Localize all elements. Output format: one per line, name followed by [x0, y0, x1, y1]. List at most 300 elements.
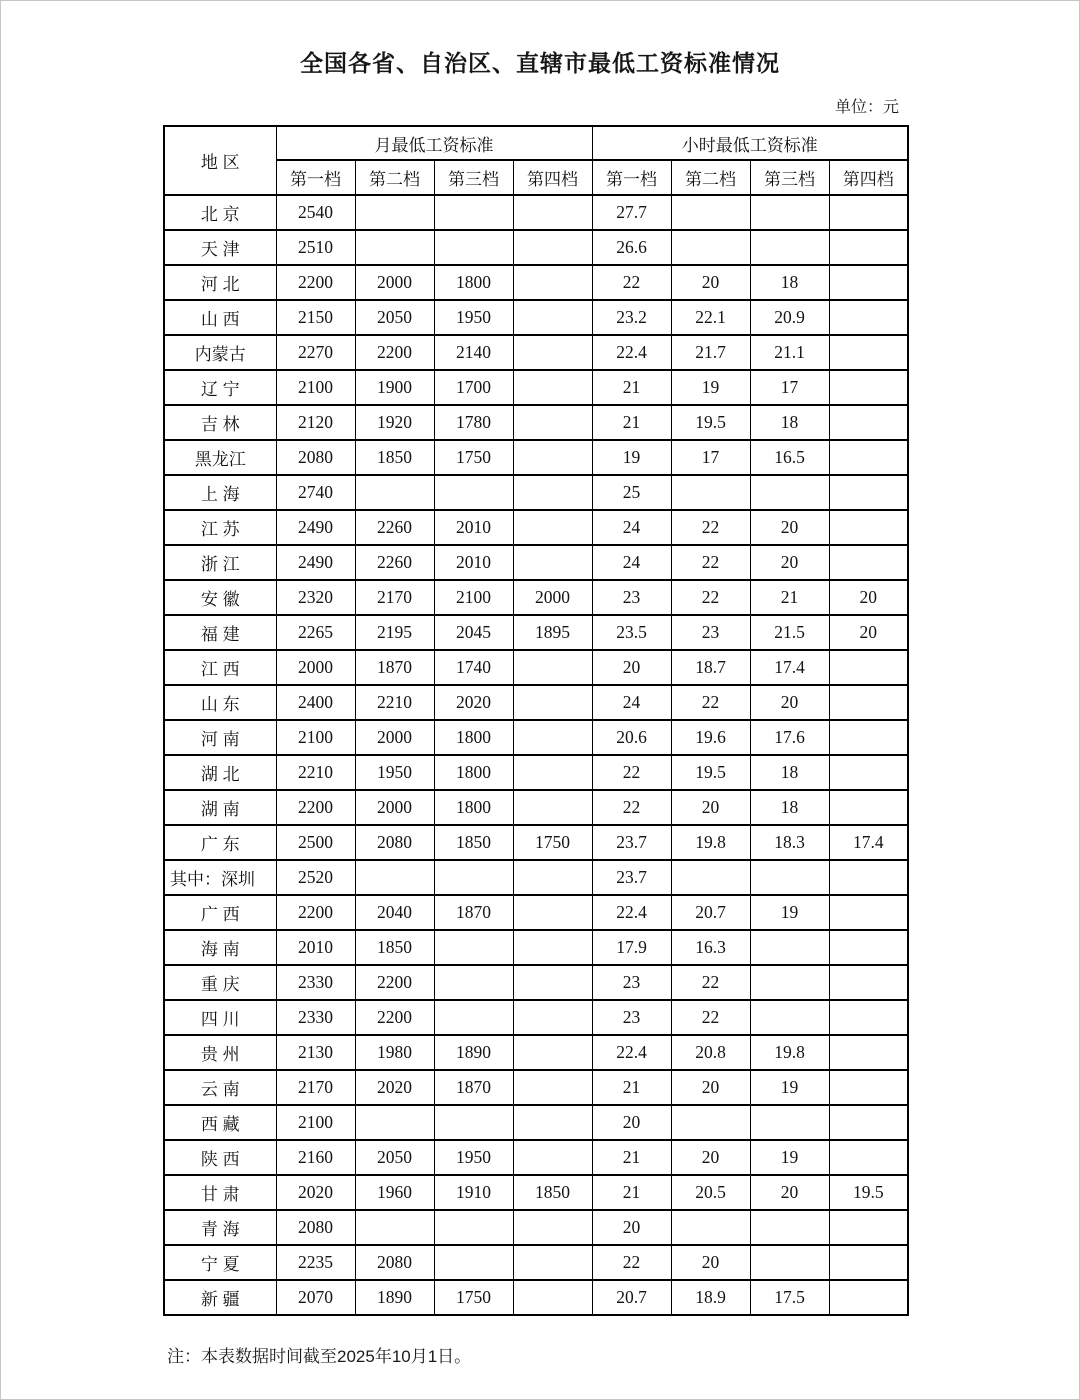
monthly-tier-2-cell: [355, 475, 434, 510]
hourly-tier-3-cell: [750, 965, 829, 1000]
hourly-tier-3-cell: [750, 860, 829, 895]
hourly-tier-3-cell: [750, 475, 829, 510]
hourly-tier-2-cell: 21.7: [671, 335, 750, 370]
table-row: [164, 510, 908, 545]
monthly-tier-4-cell: [513, 1210, 592, 1245]
tier-header-row: [164, 160, 908, 195]
hourly-tier-3-cell: 18: [750, 265, 829, 300]
region-cell: 海 南: [164, 930, 276, 965]
monthly-tier-2-header: 第二档: [355, 160, 434, 195]
region-cell: 湖 南: [164, 790, 276, 825]
hourly-tier-4-cell: [829, 1000, 908, 1035]
hourly-tier-2-cell: [671, 195, 750, 230]
hourly-tier-1-cell: 20: [592, 650, 671, 685]
table-section: [163, 94, 909, 1367]
table-row: [164, 825, 908, 860]
monthly-tier-1-cell: 2020: [276, 1175, 355, 1210]
monthly-tier-1-header: 第一档: [276, 160, 355, 195]
page-title: 全国各省、自治区、直辖市最低工资标准情况: [300, 50, 780, 76]
monthly-tier-1-cell: 2235: [276, 1245, 355, 1280]
monthly-tier-3-cell: 1800: [434, 265, 513, 300]
hourly-tier-4-cell: [829, 1105, 908, 1140]
hourly-tier-1-header: 第一档: [592, 160, 671, 195]
table-row: [164, 860, 908, 895]
monthly-tier-3-cell: 1800: [434, 720, 513, 755]
monthly-tier-3-cell: [434, 965, 513, 1000]
monthly-tier-3-cell: [434, 1245, 513, 1280]
region-cell: 四 川: [164, 1000, 276, 1035]
monthly-tier-3-cell: 1950: [434, 1140, 513, 1175]
hourly-tier-1-cell: 22.4: [592, 335, 671, 370]
hourly-tier-2-cell: 22: [671, 580, 750, 615]
monthly-tier-2-cell: 2000: [355, 265, 434, 300]
hourly-tier-3-cell: [750, 195, 829, 230]
monthly-tier-4-cell: [513, 510, 592, 545]
region-cell: 湖 北: [164, 755, 276, 790]
hourly-tier-4-cell: [829, 300, 908, 335]
hourly-tier-1-cell: 22: [592, 755, 671, 790]
hourly-tier-2-cell: 20.8: [671, 1035, 750, 1070]
monthly-tier-2-cell: 1920: [355, 405, 434, 440]
hourly-tier-3-cell: 20: [750, 1175, 829, 1210]
hourly-tier-4-cell: 17.4: [829, 825, 908, 860]
monthly-tier-4-cell: [513, 965, 592, 1000]
monthly-tier-4-cell: [513, 195, 592, 230]
monthly-tier-4-cell: [513, 1000, 592, 1035]
hourly-tier-1-cell: 23: [592, 1000, 671, 1035]
hourly-tier-2-cell: 18.7: [671, 650, 750, 685]
monthly-tier-2-cell: 2020: [355, 1070, 434, 1105]
monthly-tier-3-cell: 1750: [434, 440, 513, 475]
monthly-tier-1-cell: 2120: [276, 405, 355, 440]
hourly-tier-1-cell: 24: [592, 685, 671, 720]
hourly-tier-3-cell: [750, 230, 829, 265]
monthly-tier-2-cell: 1870: [355, 650, 434, 685]
monthly-tier-4-cell: 1850: [513, 1175, 592, 1210]
table-row: [164, 1070, 908, 1105]
hourly-tier-4-cell: [829, 720, 908, 755]
monthly-tier-4-cell: [513, 1035, 592, 1070]
monthly-tier-1-cell: 2080: [276, 1210, 355, 1245]
hourly-tier-3-cell: 21.5: [750, 615, 829, 650]
monthly-tier-3-cell: [434, 230, 513, 265]
monthly-tier-4-cell: [513, 650, 592, 685]
monthly-tier-1-cell: 2330: [276, 1000, 355, 1035]
monthly-tier-4-cell: [513, 930, 592, 965]
hourly-tier-4-cell: [829, 790, 908, 825]
hourly-tier-2-cell: [671, 230, 750, 265]
monthly-tier-1-cell: 2100: [276, 1105, 355, 1140]
monthly-tier-3-cell: [434, 1210, 513, 1245]
monthly-tier-4-cell: [513, 440, 592, 475]
table-row: [164, 1000, 908, 1035]
hourly-tier-3-header: 第三档: [750, 160, 829, 195]
region-cell: 北 京: [164, 195, 276, 230]
monthly-tier-1-cell: 2210: [276, 755, 355, 790]
monthly-tier-1-cell: 2200: [276, 265, 355, 300]
hourly-tier-2-cell: 20.7: [671, 895, 750, 930]
table-row: [164, 1175, 908, 1210]
hourly-tier-1-cell: 21: [592, 1140, 671, 1175]
table-row: [164, 790, 908, 825]
hourly-tier-4-cell: [829, 230, 908, 265]
hourly-tier-1-cell: 24: [592, 545, 671, 580]
hourly-tier-1-cell: 21: [592, 1070, 671, 1105]
monthly-tier-2-cell: 2050: [355, 1140, 434, 1175]
monthly-tier-2-cell: 2000: [355, 790, 434, 825]
region-cell: 吉 林: [164, 405, 276, 440]
table-row: [164, 755, 908, 790]
hourly-tier-4-cell: [829, 335, 908, 370]
footnote: 注：本表数据时间截至2025年10月1日。: [167, 1347, 472, 1366]
monthly-tier-4-cell: [513, 405, 592, 440]
region-cell: 江 西: [164, 650, 276, 685]
monthly-tier-1-cell: 2510: [276, 230, 355, 265]
hourly-tier-3-cell: [750, 1210, 829, 1245]
monthly-tier-1-cell: 2500: [276, 825, 355, 860]
monthly-tier-2-cell: 2195: [355, 615, 434, 650]
region-cell: 贵 州: [164, 1035, 276, 1070]
monthly-tier-2-cell: 1850: [355, 930, 434, 965]
hourly-tier-1-cell: 23: [592, 580, 671, 615]
monthly-tier-4-cell: [513, 720, 592, 755]
hourly-tier-4-cell: 19.5: [829, 1175, 908, 1210]
table-row: [164, 1210, 908, 1245]
hourly-tier-3-cell: 20.9: [750, 300, 829, 335]
monthly-tier-1-cell: 2330: [276, 965, 355, 1000]
hourly-tier-1-cell: 22.4: [592, 1035, 671, 1070]
hourly-tier-4-cell: [829, 1035, 908, 1070]
monthly-tier-1-cell: 2490: [276, 510, 355, 545]
table-header: [164, 126, 908, 195]
table-row: [164, 195, 908, 230]
monthly-tier-4-cell: [513, 1070, 592, 1105]
monthly-tier-3-cell: 1910: [434, 1175, 513, 1210]
hourly-tier-2-cell: 22: [671, 510, 750, 545]
region-cell: 浙 江: [164, 545, 276, 580]
hourly-tier-3-cell: 21: [750, 580, 829, 615]
region-cell: 山 东: [164, 685, 276, 720]
hourly-tier-1-cell: 21: [592, 370, 671, 405]
monthly-tier-2-cell: 2040: [355, 895, 434, 930]
hourly-tier-3-cell: 18: [750, 405, 829, 440]
hourly-tier-4-cell: [829, 440, 908, 475]
region-cell: 江 苏: [164, 510, 276, 545]
table-row: [164, 230, 908, 265]
table-row: [164, 1105, 908, 1140]
monthly-tier-2-cell: [355, 1105, 434, 1140]
hourly-tier-3-cell: 18: [750, 790, 829, 825]
hourly-tier-1-cell: 24: [592, 510, 671, 545]
region-cell: 广 东: [164, 825, 276, 860]
region-cell: 其中：深圳: [164, 860, 276, 895]
monthly-tier-3-cell: [434, 195, 513, 230]
hourly-tier-3-cell: 21.1: [750, 335, 829, 370]
hourly-tier-3-cell: [750, 1105, 829, 1140]
region-cell: 宁 夏: [164, 1245, 276, 1280]
monthly-tier-1-cell: 2270: [276, 335, 355, 370]
hourly-tier-2-cell: 22: [671, 1000, 750, 1035]
monthly-tier-2-cell: 2260: [355, 545, 434, 580]
monthly-tier-1-cell: 2010: [276, 930, 355, 965]
monthly-tier-1-cell: 2740: [276, 475, 355, 510]
monthly-tier-2-cell: 2170: [355, 580, 434, 615]
region-cell: 山 西: [164, 300, 276, 335]
hourly-tier-3-cell: 17.4: [750, 650, 829, 685]
monthly-tier-3-cell: 1780: [434, 405, 513, 440]
hourly-tier-2-cell: [671, 860, 750, 895]
monthly-tier-4-cell: [513, 1280, 592, 1315]
table-row: [164, 580, 908, 615]
monthly-tier-2-cell: 2260: [355, 510, 434, 545]
monthly-tier-1-cell: 2400: [276, 685, 355, 720]
hourly-tier-4-cell: [829, 545, 908, 580]
hourly-tier-1-cell: 20.7: [592, 1280, 671, 1315]
hourly-tier-1-cell: 23.7: [592, 860, 671, 895]
hourly-tier-2-cell: 17: [671, 440, 750, 475]
monthly-tier-4-header: 第四档: [513, 160, 592, 195]
hourly-tier-4-cell: [829, 930, 908, 965]
monthly-tier-1-cell: 2170: [276, 1070, 355, 1105]
monthly-group-header: 月最低工资标准: [276, 126, 592, 160]
hourly-tier-4-cell: 20: [829, 615, 908, 650]
hourly-tier-4-cell: [829, 1210, 908, 1245]
table-row: [164, 1035, 908, 1070]
monthly-tier-1-cell: 2130: [276, 1035, 355, 1070]
monthly-tier-2-cell: [355, 1210, 434, 1245]
hourly-tier-1-cell: 23: [592, 965, 671, 1000]
region-cell: 广 西: [164, 895, 276, 930]
unit-label: 单位：元: [834, 99, 899, 116]
table-row: [164, 720, 908, 755]
region-cell: 西 藏: [164, 1105, 276, 1140]
monthly-tier-4-cell: [513, 265, 592, 300]
monthly-tier-3-cell: 1740: [434, 650, 513, 685]
region-column-header: 地 区: [164, 126, 276, 195]
hourly-tier-2-cell: 22: [671, 965, 750, 1000]
table-row: [164, 300, 908, 335]
region-cell: 河 北: [164, 265, 276, 300]
region-cell: 辽 宁: [164, 370, 276, 405]
hourly-tier-2-cell: 20: [671, 265, 750, 300]
monthly-tier-2-cell: 1980: [355, 1035, 434, 1070]
monthly-tier-3-cell: [434, 860, 513, 895]
monthly-tier-1-cell: 2100: [276, 720, 355, 755]
group-header-row: [164, 126, 908, 160]
hourly-tier-4-cell: [829, 650, 908, 685]
hourly-tier-3-cell: 19: [750, 1070, 829, 1105]
hourly-tier-4-cell: [829, 965, 908, 1000]
hourly-tier-3-cell: 20: [750, 685, 829, 720]
monthly-tier-3-cell: 2010: [434, 545, 513, 580]
monthly-tier-3-cell: 1870: [434, 1070, 513, 1105]
hourly-tier-3-cell: 19.8: [750, 1035, 829, 1070]
hourly-tier-1-cell: 20: [592, 1210, 671, 1245]
hourly-tier-2-cell: 19: [671, 370, 750, 405]
monthly-tier-2-cell: 1850: [355, 440, 434, 475]
monthly-tier-3-cell: [434, 475, 513, 510]
monthly-tier-4-cell: [513, 230, 592, 265]
region-cell: 新 疆: [164, 1280, 276, 1315]
hourly-tier-2-cell: [671, 1105, 750, 1140]
table-row: [164, 650, 908, 685]
monthly-tier-3-cell: [434, 1105, 513, 1140]
table-row: [164, 895, 908, 930]
hourly-tier-3-cell: 20: [750, 545, 829, 580]
region-cell: 内蒙古: [164, 335, 276, 370]
monthly-tier-3-cell: 1870: [434, 895, 513, 930]
hourly-group-header: 小时最低工资标准: [592, 126, 908, 160]
hourly-tier-3-cell: 17: [750, 370, 829, 405]
minimum-wage-table: [163, 125, 909, 1316]
monthly-tier-1-cell: 2320: [276, 580, 355, 615]
hourly-tier-4-cell: [829, 1280, 908, 1315]
monthly-tier-2-cell: 2080: [355, 1245, 434, 1280]
table-row: [164, 615, 908, 650]
hourly-tier-2-cell: 23: [671, 615, 750, 650]
monthly-tier-2-cell: 2200: [355, 1000, 434, 1035]
hourly-tier-3-cell: 17.6: [750, 720, 829, 755]
hourly-tier-1-cell: 20: [592, 1105, 671, 1140]
hourly-tier-1-cell: 22: [592, 1245, 671, 1280]
monthly-tier-1-cell: 2160: [276, 1140, 355, 1175]
monthly-tier-3-cell: 1850: [434, 825, 513, 860]
hourly-tier-3-cell: [750, 930, 829, 965]
table-body: [164, 195, 908, 1315]
monthly-tier-2-cell: [355, 860, 434, 895]
monthly-tier-1-cell: 2200: [276, 895, 355, 930]
hourly-tier-3-cell: 16.5: [750, 440, 829, 475]
monthly-tier-2-cell: 2000: [355, 720, 434, 755]
monthly-tier-2-cell: 1960: [355, 1175, 434, 1210]
monthly-tier-4-cell: [513, 370, 592, 405]
region-cell: 安 徽: [164, 580, 276, 615]
table-row: [164, 545, 908, 580]
hourly-tier-2-cell: 19.5: [671, 405, 750, 440]
monthly-tier-2-cell: 1890: [355, 1280, 434, 1315]
hourly-tier-4-cell: [829, 405, 908, 440]
region-cell: 福 建: [164, 615, 276, 650]
monthly-tier-4-cell: 1895: [513, 615, 592, 650]
monthly-tier-2-cell: [355, 230, 434, 265]
monthly-tier-4-cell: [513, 755, 592, 790]
hourly-tier-1-cell: 25: [592, 475, 671, 510]
hourly-tier-3-cell: 18.3: [750, 825, 829, 860]
table-row: [164, 265, 908, 300]
monthly-tier-4-cell: [513, 335, 592, 370]
hourly-tier-4-cell: [829, 370, 908, 405]
monthly-tier-2-cell: 2200: [355, 335, 434, 370]
monthly-tier-1-cell: 2490: [276, 545, 355, 580]
monthly-tier-1-cell: 2000: [276, 650, 355, 685]
monthly-tier-4-cell: [513, 1105, 592, 1140]
hourly-tier-2-cell: 20: [671, 1070, 750, 1105]
hourly-tier-4-cell: [829, 510, 908, 545]
hourly-tier-2-cell: 22: [671, 545, 750, 580]
hourly-tier-4-cell: [829, 475, 908, 510]
table-row: [164, 1245, 908, 1280]
hourly-tier-4-cell: [829, 755, 908, 790]
hourly-tier-1-cell: 23.5: [592, 615, 671, 650]
monthly-tier-4-cell: [513, 790, 592, 825]
hourly-tier-1-cell: 20.6: [592, 720, 671, 755]
monthly-tier-3-cell: [434, 1000, 513, 1035]
monthly-tier-4-cell: [513, 685, 592, 720]
hourly-tier-2-cell: 20.5: [671, 1175, 750, 1210]
hourly-tier-2-cell: [671, 1210, 750, 1245]
hourly-tier-2-cell: 20: [671, 1245, 750, 1280]
hourly-tier-4-cell: [829, 1140, 908, 1175]
monthly-tier-3-cell: 1890: [434, 1035, 513, 1070]
monthly-tier-1-cell: 2265: [276, 615, 355, 650]
table-row: [164, 1280, 908, 1315]
hourly-tier-3-cell: 20: [750, 510, 829, 545]
monthly-tier-1-cell: 2520: [276, 860, 355, 895]
hourly-tier-4-header: 第四档: [829, 160, 908, 195]
monthly-tier-4-cell: 1750: [513, 825, 592, 860]
monthly-tier-2-cell: 1950: [355, 755, 434, 790]
monthly-tier-1-cell: 2200: [276, 790, 355, 825]
hourly-tier-2-cell: 19.8: [671, 825, 750, 860]
table-row: [164, 370, 908, 405]
region-cell: 天 津: [164, 230, 276, 265]
hourly-tier-3-cell: 19: [750, 895, 829, 930]
hourly-tier-4-cell: [829, 685, 908, 720]
region-cell: 青 海: [164, 1210, 276, 1245]
table-row: [164, 475, 908, 510]
region-cell: 云 南: [164, 1070, 276, 1105]
monthly-tier-4-cell: [513, 1245, 592, 1280]
hourly-tier-3-cell: [750, 1000, 829, 1035]
monthly-tier-3-cell: 2045: [434, 615, 513, 650]
region-cell: 重 庆: [164, 965, 276, 1000]
monthly-tier-3-cell: 1800: [434, 790, 513, 825]
monthly-tier-4-cell: [513, 895, 592, 930]
monthly-tier-1-cell: 2100: [276, 370, 355, 405]
monthly-tier-3-cell: 2020: [434, 685, 513, 720]
hourly-tier-2-cell: 19.5: [671, 755, 750, 790]
table-row: [164, 1140, 908, 1175]
region-cell: 河 南: [164, 720, 276, 755]
monthly-tier-1-cell: 2150: [276, 300, 355, 335]
hourly-tier-3-cell: 19: [750, 1140, 829, 1175]
monthly-tier-2-cell: 2210: [355, 685, 434, 720]
monthly-tier-2-cell: 2200: [355, 965, 434, 1000]
hourly-tier-1-cell: 27.7: [592, 195, 671, 230]
hourly-tier-4-cell: [829, 1070, 908, 1105]
monthly-tier-4-cell: [513, 300, 592, 335]
monthly-tier-2-cell: 2080: [355, 825, 434, 860]
region-cell: 上 海: [164, 475, 276, 510]
monthly-tier-2-cell: [355, 195, 434, 230]
monthly-tier-1-cell: 2540: [276, 195, 355, 230]
monthly-tier-3-cell: 1700: [434, 370, 513, 405]
table-row: [164, 405, 908, 440]
monthly-tier-3-cell: 2010: [434, 510, 513, 545]
hourly-tier-1-cell: 23.7: [592, 825, 671, 860]
hourly-tier-1-cell: 17.9: [592, 930, 671, 965]
table-row: [164, 930, 908, 965]
monthly-tier-3-cell: 2100: [434, 580, 513, 615]
monthly-tier-3-cell: [434, 930, 513, 965]
monthly-tier-1-cell: 2080: [276, 440, 355, 475]
hourly-tier-2-cell: 22: [671, 685, 750, 720]
hourly-tier-4-cell: 20: [829, 580, 908, 615]
monthly-tier-2-cell: 1900: [355, 370, 434, 405]
hourly-tier-1-cell: 21: [592, 1175, 671, 1210]
monthly-tier-4-cell: [513, 545, 592, 580]
monthly-tier-3-cell: 1950: [434, 300, 513, 335]
